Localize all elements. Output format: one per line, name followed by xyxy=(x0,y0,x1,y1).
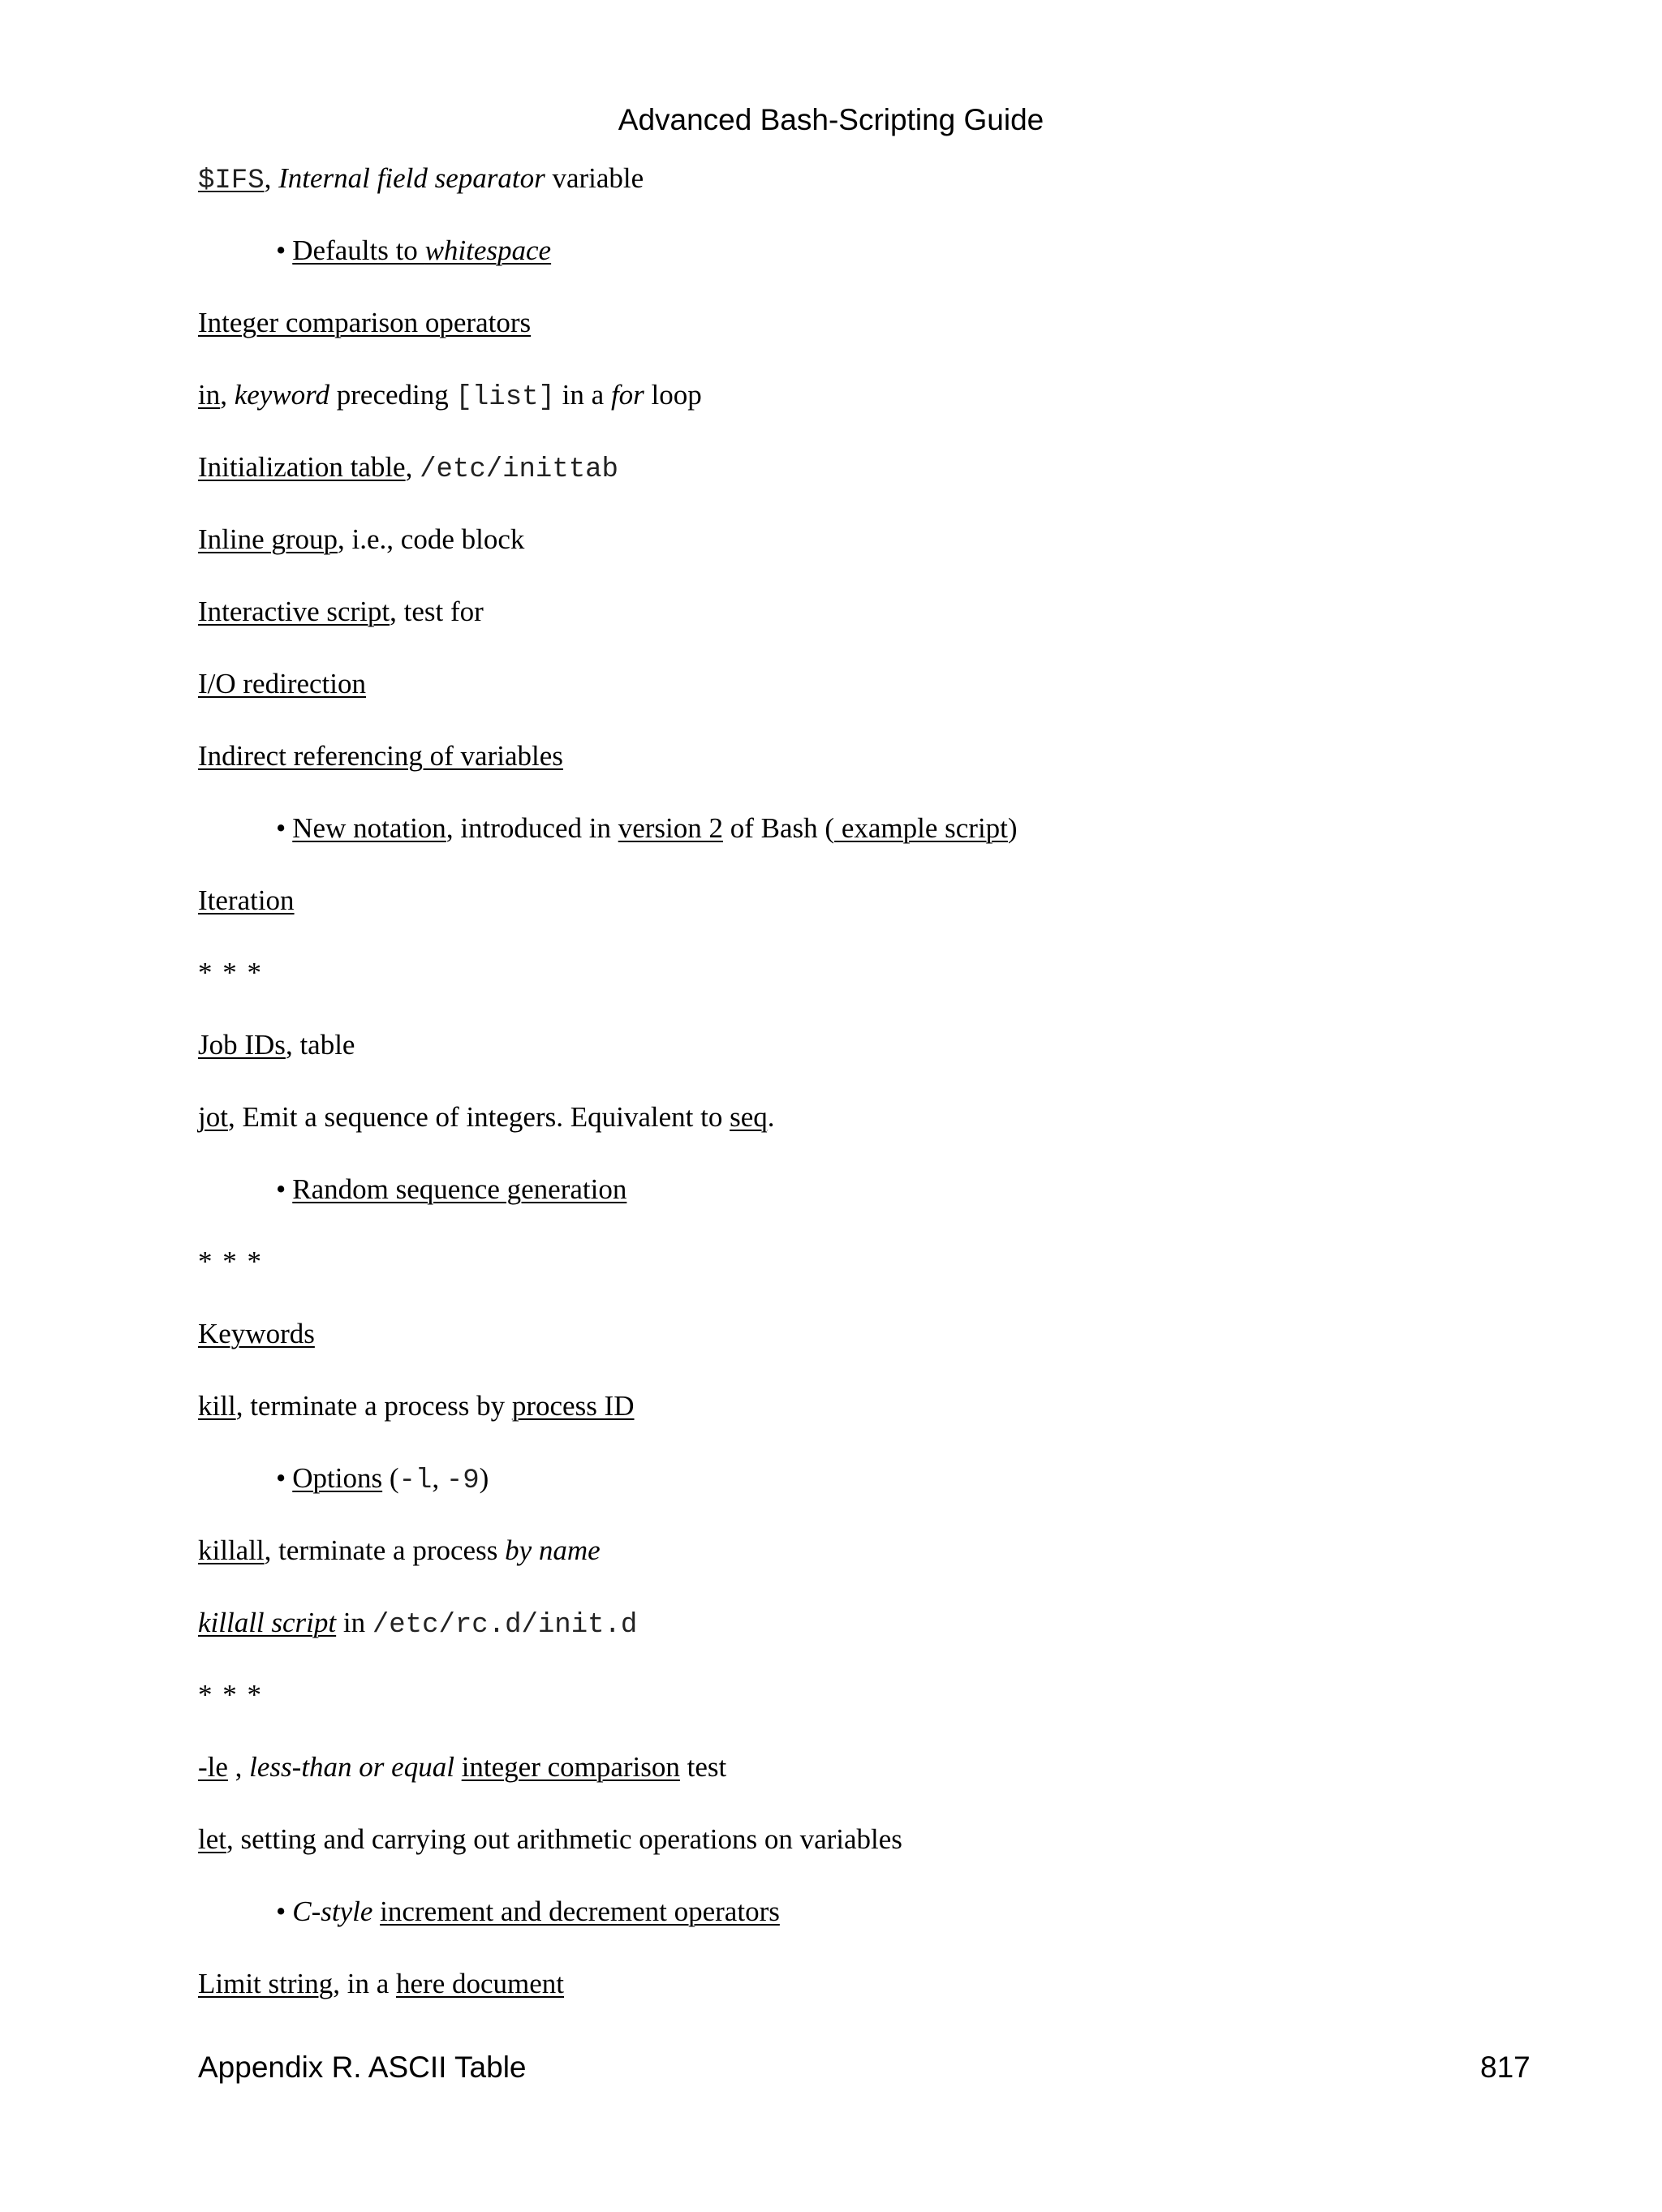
defaults-to-whitespace-link[interactable]: Defaults to whitespace xyxy=(292,235,552,266)
initialization-table-link[interactable]: Initialization table xyxy=(198,451,406,483)
integer-comparison-operators-link[interactable]: Integer comparison operators xyxy=(198,307,532,338)
limit-string-link[interactable]: Limit string xyxy=(198,1968,334,1999)
footer-chapter: Appendix R. ASCII Table xyxy=(198,2051,527,2084)
killall-script-link[interactable]: killall script xyxy=(198,1607,337,1638)
version-2-link[interactable]: version 2 xyxy=(618,812,724,844)
footer-page-number: 817 xyxy=(1480,2051,1531,2084)
example-script-link[interactable]: example script xyxy=(834,812,1008,844)
bullet-icon: • xyxy=(276,812,286,844)
inittab-path: /etc/inittab xyxy=(420,454,618,485)
bullet-icon: • xyxy=(276,1896,286,1927)
index-entry-keywords xyxy=(198,1315,315,1353)
page-header-title: Advanced Bash-Scripting Guide xyxy=(618,103,1044,136)
killall-link[interactable]: killall xyxy=(198,1534,265,1566)
let-link[interactable]: let xyxy=(198,1823,226,1855)
index-subentry-ifs-default xyxy=(276,231,551,270)
index-entry-killall-script: killall script in /etc/rc.d/init.d xyxy=(198,1607,638,1641)
bullet-icon: • xyxy=(276,1462,286,1494)
index-entry-inittab: Initialization table, /etc/inittab xyxy=(198,451,618,485)
index-entry-killall: killall, terminate a process by name xyxy=(198,1534,601,1566)
interactive-script-link[interactable]: Interactive script xyxy=(198,596,390,627)
index-subentry-new-notation: • New notation, introduced in version 2 of Bash ( example script) xyxy=(276,809,1018,848)
index-entry-integer-comparison xyxy=(198,303,531,342)
ifs-description-suffix: variable xyxy=(545,162,644,194)
ifs-link[interactable]: $IFS xyxy=(198,166,265,196)
bullet-icon: • xyxy=(276,1173,286,1205)
seq-link[interactable]: seq xyxy=(730,1101,768,1133)
ifs-description: Internal field separator xyxy=(278,162,545,194)
index-entry-ifs xyxy=(198,159,644,200)
integer-comparison-link[interactable]: integer comparison xyxy=(461,1751,680,1783)
in-link[interactable]: in xyxy=(198,379,221,411)
index-entry-io-redirection xyxy=(198,665,366,704)
inline-group-link[interactable]: Inline group xyxy=(198,523,338,555)
iteration-link[interactable]: Iteration xyxy=(198,884,295,916)
index-entry-job-ids: Job IDs, table xyxy=(198,1029,355,1061)
increment-decrement-operators-link[interactable]: increment and decrement operators xyxy=(380,1896,780,1927)
io-redirection-link[interactable]: I/O redirection xyxy=(198,668,366,699)
index-entry-indirect-referencing xyxy=(198,737,563,776)
keywords-link[interactable]: Keywords xyxy=(198,1318,315,1349)
random-sequence-generation-link[interactable]: Random sequence generation xyxy=(292,1173,627,1205)
index-entry-iteration xyxy=(198,881,295,920)
separator: , xyxy=(264,162,279,194)
job-ids-link[interactable]: Job IDs xyxy=(198,1029,286,1061)
section-separator: * * * xyxy=(198,957,263,988)
le-link[interactable]: -le xyxy=(198,1751,228,1783)
bullet-icon: • xyxy=(276,235,286,266)
index-entry-jot: jot, Emit a sequence of integers. Equivalent to seq. xyxy=(198,1101,775,1133)
index-entry-interactive-script: Interactive script, test for xyxy=(198,596,484,627)
index-subentry-random-sequence xyxy=(276,1170,626,1209)
indirect-referencing-link[interactable]: Indirect referencing of variables xyxy=(198,740,563,772)
kill-link[interactable]: kill xyxy=(198,1390,236,1422)
index-subentry-c-style: • C-style increment and decrement operators xyxy=(276,1892,780,1931)
new-notation-link[interactable]: New notation xyxy=(292,812,446,844)
index-entry-limit-string: Limit string, in a here document xyxy=(198,1968,565,1999)
list-code: [list] xyxy=(455,382,555,413)
init-d-path: /etc/rc.d/init.d xyxy=(372,1610,638,1641)
index-entry-inline-group: Inline group, i.e., code block xyxy=(198,523,525,555)
index-entry-le: -le , less-than or equal integer comparison test xyxy=(198,1751,727,1783)
index-subentry-kill-options: • Options (-l, -9) xyxy=(276,1459,489,1500)
section-separator: * * * xyxy=(198,1246,263,1277)
index-entry-in: in, keyword preceding [list] in a for loop xyxy=(198,379,702,413)
index-entry-let: let, setting and carrying out arithmetic operations on variables xyxy=(198,1823,902,1855)
process-id-link[interactable]: process ID xyxy=(511,1390,635,1422)
jot-link[interactable]: jot xyxy=(198,1101,228,1133)
options-link[interactable]: Options xyxy=(292,1462,383,1494)
section-separator: * * * xyxy=(198,1679,263,1711)
here-document-link[interactable]: here document xyxy=(396,1968,565,1999)
index-entry-kill: kill, terminate a process by process ID xyxy=(198,1390,635,1422)
